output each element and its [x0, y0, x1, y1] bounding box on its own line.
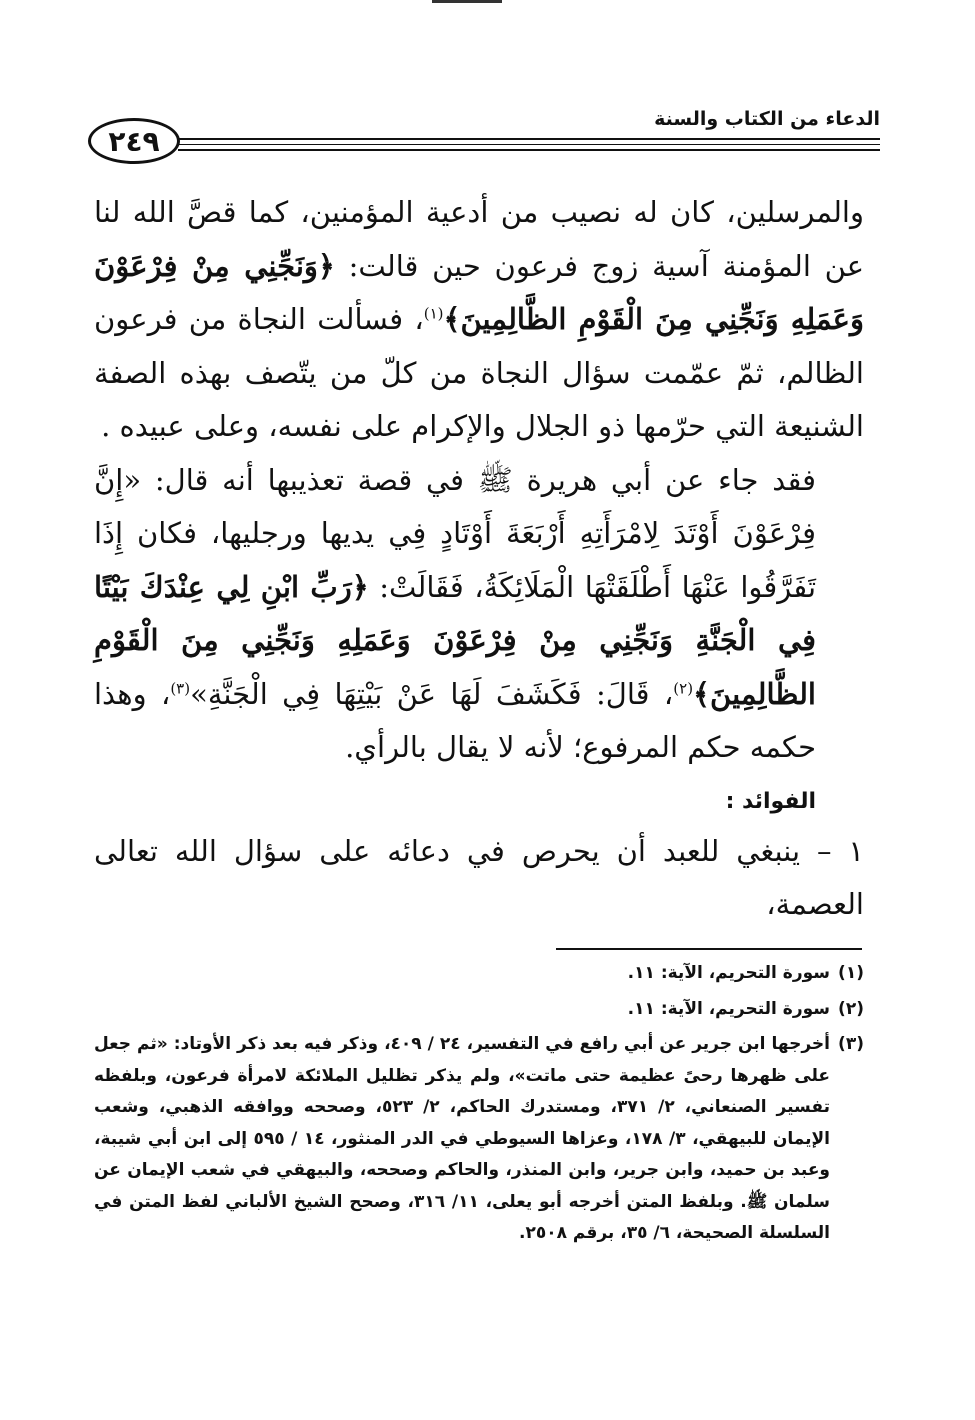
footnote-number: (٢): [838, 998, 864, 1019]
text-run: ، فسألت النجاة من فرعون الظالم، ثمّ عمّمت سؤال النجاة من كلّ من يتّصف بهذه الصفة الشنيعة التي حرّمها ذو الجلال والإكرام على نفسه، وعلى عبيده .: [94, 302, 864, 443]
section-heading: الفوائد :: [725, 788, 816, 814]
paragraph: [94, 186, 864, 454]
header-rule: [178, 138, 880, 140]
scan-top-mark: [432, 0, 502, 3]
header-rule: [178, 144, 880, 145]
footnote-ref: (٣): [170, 678, 191, 697]
paragraph: [94, 454, 864, 775]
text-run: فقد جاء عن أبي هريرة ﷺ في قصة تعذيبها أنه قال:: [141, 462, 816, 497]
footnote-ref: (١): [423, 304, 444, 323]
footnote-text: سورة التحريم، الآية: ١١.: [627, 963, 830, 983]
footnotes: [94, 958, 864, 1254]
benefit-item: ١ – ينبغي للعبد أن يحرص في دعائه على سؤال الله تعالى العصمة،: [94, 833, 864, 921]
footnote-separator: [556, 948, 862, 950]
header-rule: [178, 149, 880, 151]
hadith-text: «إِنَّ فِرْعَوْنَ أَوْتَدَ لِامْرَأَتِهِ أَرْبَعَةَ أَوْتَادٍ فِي يديها ورجليها، فكان إِذَا تَفَرَّقُوا عَنْهَا أَطْلَقَتْهَا الْمَلَائِكَةُ، فَقَالَتْ:: [94, 462, 817, 604]
quran-verse: ﴿وَنَجِّنِي مِنْ فِرْعَوْنَ وَعَمَلِهِ وَنَجِّنِي مِنَ الْقَوْمِ الظَّالِمِينَ﴾: [94, 248, 864, 336]
hadith-text: ، قَالَ: فَكَشَفَ لَهَا عَنْ بَيْتِهَا فِي الْجَنَّةِ»: [190, 676, 674, 711]
quran-verse: ﴿رَبِّ ابْنِ لِي عِنْدَكَ بَيْتًا فِي الْجَنَّةِ وَنَجِّنِي مِنْ فِرْعَوْنَ وَعَمَلِهِ وَنَجِّنِي مِنَ الْقَوْمِ الظَّالِمِينَ﴾: [94, 569, 816, 711]
footnote: [94, 958, 864, 990]
footnote-text: أخرجها ابن جرير عن أبي رافع في التفسير، ٢٤ / ٤٠٩، وذكر فيه بعد ذكر الأوتاد: «ثم جعل على ظهرها رحىً عظيمة حتى ماتت»، ولم يذكر تظليل الملائكة لامرأة فرعون، وبلفظه تفسير الصنعاني، ٢/ ٣٧١، ومستدرك الحاكم، ٢/ ٥٢٣، وصححه ووافقه الذهبي، وشعب الإيمان للبيهقي، ٣/ ١٧٨، وعزاها السيوطي في الدر المنثور، ١٤ / ٥٩٥ إلى ابن أبي شيبة، وعبد بن حميد، وابن جرير، وابن المنذر، والحاكم وصححه، والبيهقي في شعب الإيمان عن سلمان ﷺ. وبلفظ المتن أخرجه أبو يعلى، ١١/ ٣١٦، وصحح الشيخ الألباني لفظ المتن في السلسلة الصحيحة، ٦/ ٣٥، برقم ٢٥٠٨.: [94, 1034, 831, 1243]
main-text: [94, 186, 864, 932]
footnote-number: (١): [838, 963, 864, 983]
footnote: [94, 1029, 864, 1250]
running-title: الدعاء من الكتاب والسنة: [640, 108, 880, 130]
text-run: والمرسلين، كان له نصيب من أدعية المؤمنين، كما قصَّ الله لنا عن المؤمنة آسية زوج فرعون حين قالت:: [94, 195, 864, 283]
text-run: ، وهذا حكمه حكم المرفوع؛ لأنه لا يقال بالرأي.: [94, 676, 816, 764]
footnote-number: (٣): [838, 1034, 864, 1054]
footnote: [94, 994, 864, 1026]
footnote-ref: (٢): [673, 678, 694, 697]
footnote-text: سورة التحريم، الآية: ١١.: [627, 998, 830, 1019]
page-header: [88, 108, 880, 176]
page-number: ٢٤٩: [88, 118, 180, 164]
